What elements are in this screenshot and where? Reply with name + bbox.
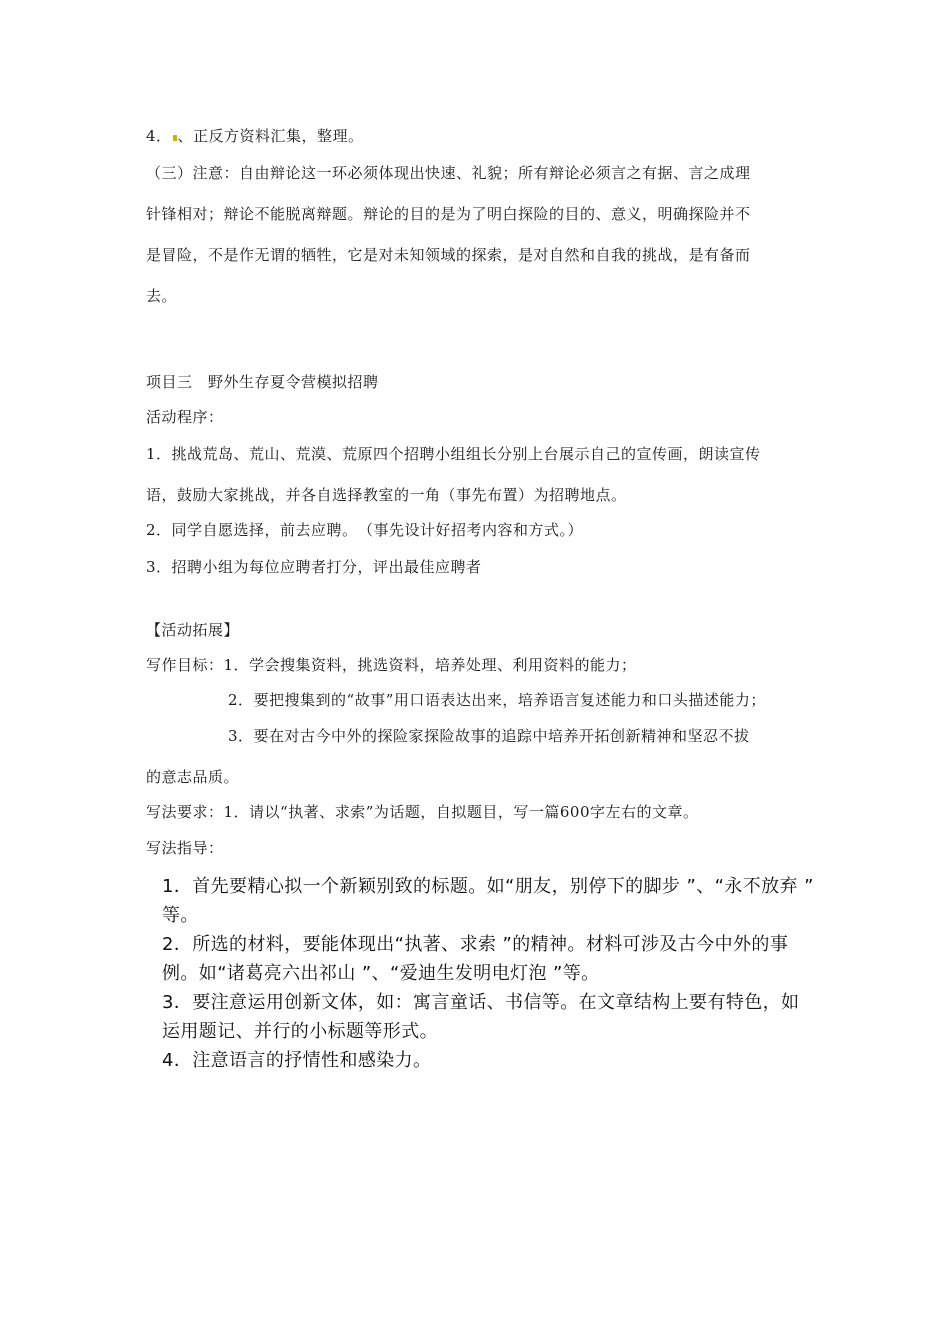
writing-goal-3: 3．要在对古今中外的探险家探险故事的追踪中培养开拓创新精神和坚忍不拔: [228, 727, 750, 745]
project3-title: 项目三 野外生存夏令营模拟招聘: [146, 373, 379, 391]
writing-goal-2: 2．要把搜集到的“故事”用口语表达出来，培养语言复述能力和口头描述能力；: [228, 691, 766, 709]
highlight-mark: [173, 135, 177, 141]
guidance-4: 4．注意语言的抒情性和感染力。: [162, 1050, 432, 1071]
guidance-2-line-1: 2．所选的材料，要能体现出“执著、求索 ”的精神。材料可涉及古今中外的事: [162, 934, 789, 955]
debate-item-4: [146, 126, 364, 146]
guidance-3-line-1: 3．要注意运用创新文体，如：寓言童话、书信等。在文章结构上要有特色，如: [162, 992, 800, 1013]
debate-item-4-text: 、正反方资料汇集，整理。: [177, 127, 364, 145]
writing-goal-3-continued: 的意志品质。: [146, 768, 240, 786]
debate-notice-line-4: 去。: [146, 287, 178, 305]
debate-notice-line-2: 针锋相对；辩论不能脱离辩题。辩论的目的是为了明白探险的目的、意义，明确探险并不: [146, 205, 751, 223]
procedure-step-2: 2．同学自愿选择，前去应聘。 （事先设计好招考内容和方式。）: [146, 521, 584, 539]
writing-guidance-label: 写法指导：: [146, 839, 224, 857]
guidance-2-line-2: 例。如“诸葛亮六出祁山 ”、“爱迪生发明电灯泡 ”等。: [162, 963, 600, 984]
debate-notice-line-1: （三）注意：自由辩论这一环必须体现出快速、礼貌；所有辩论必须言之有据、言之成理: [146, 164, 751, 182]
writing-requirement: 写法要求：1．请以“执著、求索”为话题，自拟题目，写一篇600字左右的文章。: [146, 803, 699, 821]
extension-heading: 【活动拓展】: [146, 621, 240, 639]
guidance-3-line-2: 运用题记、并行的小标题等形式。: [162, 1021, 438, 1042]
debate-notice-line-3: 是冒险，不是作无谓的牺牲，它是对未知领域的探索，是对自然和自我的挑战，是有备而: [146, 246, 751, 264]
writing-goal-1: 写作目标：1．学会搜集资料，挑选资料，培养处理、利用资料的能力；: [146, 656, 637, 674]
procedure-step-1-line-1: 1．挑战荒岛、荒山、荒漠、荒原四个招聘小组组长分别上台展示自己的宣传画，朗读宣传: [146, 445, 761, 463]
procedure-step-1-line-2: 语，鼓励大家挑战，并各自选择教室的一角（事先布置）为招聘地点。: [146, 486, 627, 504]
debate-item-4-number: 4．: [146, 127, 172, 145]
guidance-1-line-1: 1．首先要精心拟一个新颖别致的标题。如“朋友，别停下的脚步 ”、“永不放弃 ”: [162, 876, 814, 897]
guidance-1-line-2: 等。: [162, 905, 199, 926]
procedure-label: 活动程序：: [146, 408, 224, 426]
procedure-step-3: 3．招聘小组为每位应聘者打分，评出最佳应聘者: [146, 558, 482, 576]
